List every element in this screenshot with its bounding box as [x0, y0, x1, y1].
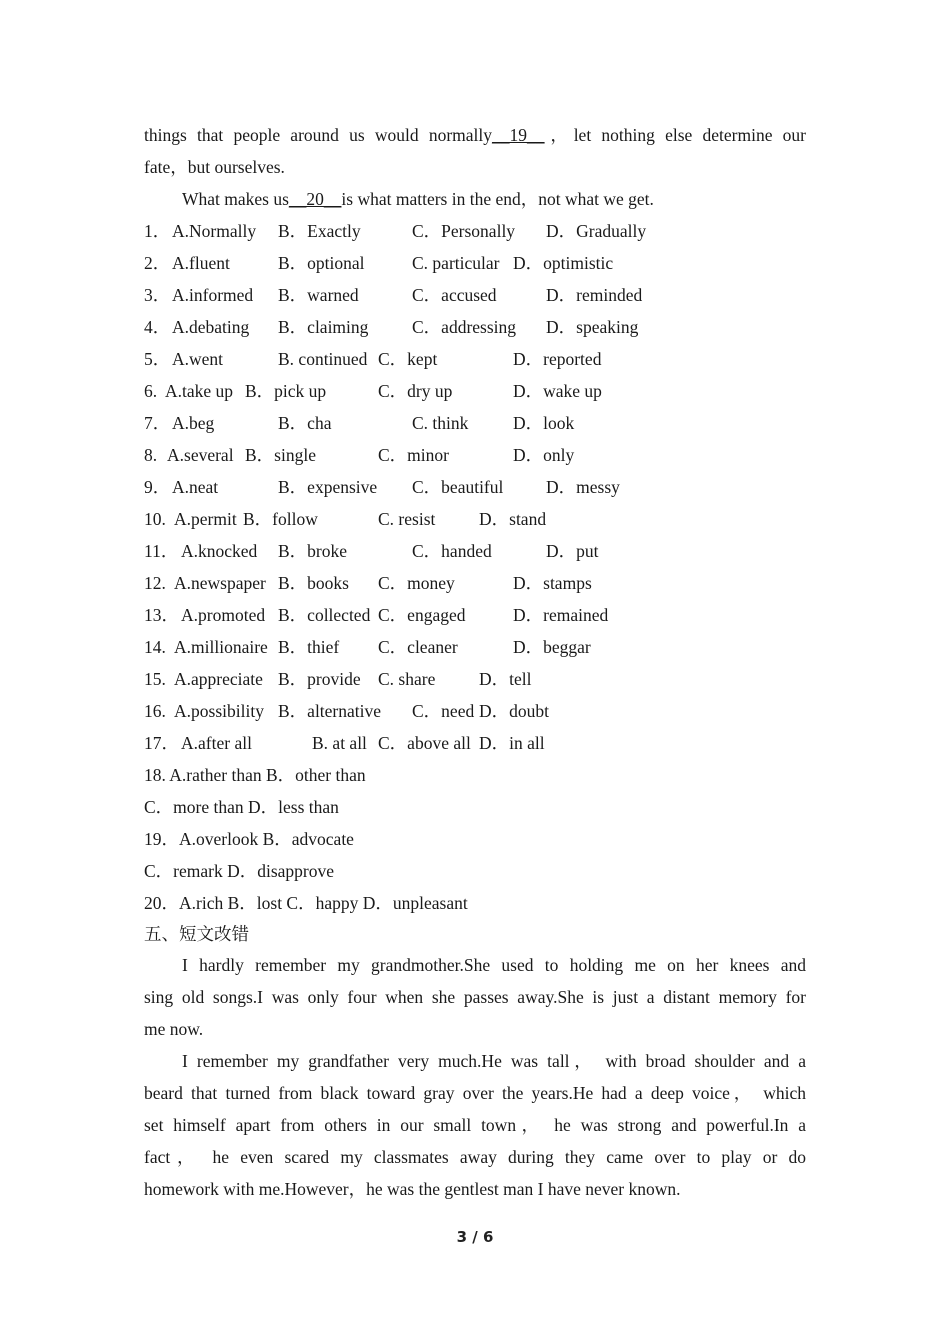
- option-d: D．look: [513, 413, 575, 433]
- question-number: 7．: [144, 413, 171, 433]
- option-c: C．beautiful: [412, 477, 504, 497]
- option-a: A.beg: [172, 413, 215, 433]
- option-a: A.fluent: [172, 253, 230, 273]
- option-c: C. resist: [378, 509, 436, 529]
- option-c: C．dry up: [378, 381, 453, 401]
- option-a: A.newspaper: [174, 573, 266, 593]
- option-c: C. share: [378, 669, 436, 689]
- option-d: D．speaking: [546, 317, 639, 337]
- option-a: A.debating: [172, 317, 250, 337]
- question-number: 17．: [144, 733, 179, 753]
- question-list: [144, 215, 806, 759]
- question-number: 8.: [144, 445, 158, 465]
- question-row: [144, 663, 806, 695]
- question-row: [144, 375, 806, 407]
- option-b: B．follow: [243, 509, 318, 529]
- question-number: 5．: [144, 349, 171, 369]
- option-a: A.knocked: [181, 541, 258, 561]
- option-b: B．broke: [278, 541, 348, 561]
- option-b: B．warned: [278, 285, 359, 305]
- option-c: C．handed: [412, 541, 492, 561]
- passage-line: fate，but ourselves.: [144, 157, 285, 177]
- question-number: 1．: [144, 221, 171, 241]
- option-d: D．remained: [513, 605, 609, 625]
- question-number: 10.: [144, 509, 166, 529]
- option-a: A.Normally: [172, 221, 257, 241]
- question-20: 20．A.rich B．lost C．happy D．unpleasant: [144, 893, 468, 913]
- option-b: B．alternative: [278, 701, 382, 721]
- option-c: C. think: [412, 413, 469, 433]
- option-b: B．single: [245, 445, 316, 465]
- question-number: 11．: [144, 541, 179, 561]
- paragraph-line: set himself apart from others in our small town， he was strong and powerful.In a: [144, 1115, 806, 1135]
- paragraph-line: I remember my grandfather very much.He was tall， with broad shoulder and a: [182, 1051, 806, 1071]
- paragraph-line: homework with me.However，he was the gentlest man I have never known.: [144, 1179, 681, 1199]
- option-a: A.millionaire: [174, 637, 268, 657]
- option-b: B．Exactly: [278, 221, 361, 241]
- option-c: C．engaged: [378, 605, 466, 625]
- question-19-line1: 19．A.overlook B．advocate: [144, 829, 354, 849]
- option-d: D．in all: [479, 733, 545, 753]
- question-row: [144, 311, 806, 343]
- question-row: [144, 407, 806, 439]
- question-row: [144, 247, 806, 279]
- option-c: C．kept: [378, 349, 438, 369]
- passage-line: What makes us__20__is what matters in the end，not what we get.: [182, 189, 654, 209]
- question-row: [144, 215, 806, 247]
- option-c: C．accused: [412, 285, 497, 305]
- option-c: C．money: [378, 573, 455, 593]
- option-c: C．minor: [378, 445, 449, 465]
- question-number: 16.: [144, 701, 166, 721]
- question-number: 2．: [144, 253, 171, 273]
- option-a: A.take up: [165, 381, 234, 401]
- option-a: A.neat: [172, 477, 219, 497]
- option-d: D．messy: [546, 477, 620, 497]
- question-number: 14.: [144, 637, 166, 657]
- question-row: [144, 567, 806, 599]
- question-18-line1: 18. A.rather than B．other than: [144, 765, 366, 785]
- option-a: A.promoted: [181, 605, 266, 625]
- option-d: D．optimistic: [513, 253, 614, 273]
- option-c: C．need: [412, 701, 475, 721]
- question-row: [144, 535, 806, 567]
- option-b: B．thief: [278, 637, 340, 657]
- option-d: D．only: [513, 445, 575, 465]
- option-a: A.informed: [172, 285, 254, 305]
- option-b: B．claiming: [278, 317, 369, 337]
- option-c: C．addressing: [412, 317, 517, 337]
- question-row: [144, 343, 806, 375]
- option-b: B．cha: [278, 413, 332, 433]
- option-d: D．reminded: [546, 285, 643, 305]
- question-row: [144, 439, 806, 471]
- option-a: A.permit: [174, 509, 237, 529]
- paragraph-line: sing old songs.I was only four when she passes away.She is just a distant memory for: [144, 987, 806, 1007]
- paragraph-line: me now.: [144, 1019, 204, 1039]
- blank-20: __20__: [288, 189, 342, 209]
- option-c: C. particular: [412, 253, 500, 273]
- option-a: A.after all: [181, 733, 252, 753]
- section-heading: 五、短文改错: [144, 924, 249, 944]
- option-b: B．expensive: [278, 477, 378, 497]
- option-d: D．tell: [479, 669, 532, 689]
- question-row: [144, 503, 806, 535]
- passage-line: things that people around us would normally__19__，let nothing else determine our: [144, 125, 807, 145]
- option-d: D．wake up: [513, 381, 602, 401]
- question-number: 3．: [144, 285, 171, 305]
- option-c: C．cleaner: [378, 637, 458, 657]
- option-d: D．reported: [513, 349, 602, 369]
- option-b: B. at all: [312, 733, 367, 753]
- question-18-line2: C．more than D．less than: [144, 797, 339, 817]
- option-d: D．put: [546, 541, 599, 561]
- question-number: 6.: [144, 381, 158, 401]
- option-c: C．above all: [378, 733, 471, 753]
- option-a: A.possibility: [174, 701, 264, 721]
- paragraph-line: beard that turned from black toward gray over the years.He had a deep voice， which: [144, 1083, 806, 1103]
- option-b: B. continued: [278, 349, 368, 369]
- option-a: A.several: [167, 445, 234, 465]
- question-row: [144, 727, 806, 759]
- question-row: [144, 695, 806, 727]
- question-row: [144, 471, 806, 503]
- option-b: B．provide: [278, 669, 361, 689]
- question-number: 13．: [144, 605, 179, 625]
- question-19-line2: C．remark D．disapprove: [144, 861, 335, 881]
- option-d: D．stamps: [513, 573, 592, 593]
- document-body: [144, 119, 806, 1205]
- option-b: B．pick up: [245, 381, 327, 401]
- option-d: D．beggar: [513, 637, 591, 657]
- question-row: [144, 631, 806, 663]
- option-c: C．Personally: [412, 221, 516, 241]
- paragraph-line: fact， he even scared my classmates away during they came over to play or do: [144, 1147, 806, 1167]
- question-row: [144, 279, 806, 311]
- option-b: B．books: [278, 573, 349, 593]
- option-b: B．optional: [278, 253, 365, 273]
- option-d: D．Gradually: [546, 221, 647, 241]
- option-a: A.appreciate: [174, 669, 263, 689]
- paragraph-line: I hardly remember my grandmother.She used to holding me on her knees and: [182, 955, 806, 975]
- blank-19: __19__: [492, 125, 545, 145]
- question-number: 15.: [144, 669, 166, 689]
- option-a: A.went: [172, 349, 224, 369]
- option-d: D．stand: [479, 509, 547, 529]
- question-number: 9．: [144, 477, 171, 497]
- question-number: 4．: [144, 317, 171, 337]
- page-number: 3 / 6: [456, 1228, 494, 1246]
- question-row: [144, 599, 806, 631]
- question-number: 12.: [144, 573, 166, 593]
- option-d: D．doubt: [479, 701, 549, 721]
- option-b: B．collected: [278, 605, 371, 625]
